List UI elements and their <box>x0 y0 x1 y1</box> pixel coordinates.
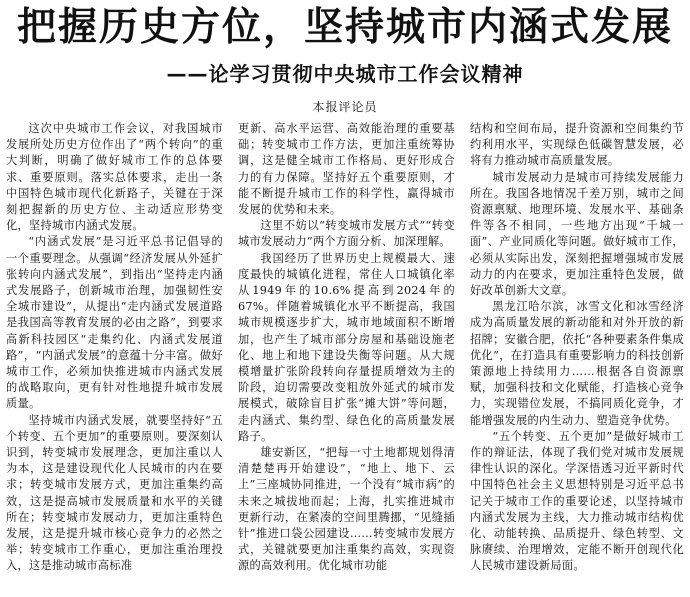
article-paragraph: 结构和空间布局，提升资源和空间集约节约利用水平，实现绿色低碳智慧发展，必将有力推动城市高质量发展。 <box>470 122 684 168</box>
article-paragraph: “内涵式发展”是习近平总书记倡导的一个重要理念。从强调“经济发展从外延扩张转向内涵式发展”，到指出“坚持走内涵式发展路子，创新城市治理，加强韧性安全城市建设”，从提出“走内涵式发展道路是我国高等教育发展的必由之路”，到要求高新科技园区“走集约化、内涵式发展道路”，“内涵式发展”的意蕴十分丰富。做好城市工作，必须加快推进城市内涵式发展的战略取向，更有针对性地提升城市发展质量。 <box>6 235 223 411</box>
article-column-2 <box>238 121 455 597</box>
article-subheadline: ——论学习贯彻中央城市工作会议精神 <box>166 62 524 86</box>
article-paragraph: 城市发展动力是城市可持续发展能力所在。我国各地情况千差万别，城市之间资源禀赋、地理环境、发展水平、基础条件等各不相同，一些地方出现“千城一面”、产业同质化等问题。做好城市工作，必须从实际出发，深刻把握增强城市发展动力的内在要求，更加注重特色发展，做好改革创新大文章。 <box>470 170 684 298</box>
article-column-1 <box>6 121 223 597</box>
article-paragraph: 黑龙江哈尔滨，冰雪文化和冰雪经济成为高质量发展的新动能和对外开放的新招牌；安徽合肥，依托“各种要素条件集成优化”，在打造具有重要影响力的科技创新策源地上持续用力……根据各自资源禀赋，加强科技和文化赋能，打造核心竞争力，实现错位发展，不搞同质化竞争，才能增强发展的内生动力、塑造竞争优势。 <box>470 300 684 427</box>
article-paragraph: 雄安新区，“把每一寸土地都规划得清清楚楚再开始建设”，“地上、地下、云上”三座城协同推进，一个没有“城市病”的未来之城拔地而起；上海，扎实推进城市更新行动，在紧凑的空间里腾挪，“见缝插针”推进口袋公园建设……转变城市发展方式，关键就要更加注重集约高效，实现资源的高效利用。优化城市功能 <box>238 446 455 573</box>
article-headline: 把握历史方位，坚持城市内涵式发展 <box>16 5 673 50</box>
article-byline: 本报评论员 <box>312 100 378 114</box>
article-paragraph: 这里不妨以“转变城市发展方式”“转变城市发展动力”两个方面分析、加深理解。 <box>238 219 455 249</box>
article-paragraph: “五个转变、五个更加”是做好城市工作的辩证法，体现了我们党对城市发展规律性认识的深化。学深悟透习近平新时代中国特色社会主义思想特别是习近平总书记关于城市工作的重要论述，以坚持城市内涵式发展为主线，大力推动城市结构优化、动能转换、品质提升、绿色转型、文脉赓续、治理增效，定能不断开创现代化人民城市建设新局面。 <box>470 429 684 573</box>
article-paragraph: 坚持城市内涵式发展，就要坚持好“五个转变、五个更加”的重要原则。要深刻认识到，转变城市发展理念，更加注重以人为本，这是建设现代化人民城市的内在要求；转变城市发展方式，更加注重集约高效，这是提高城市发展质量和水平的关键所在；转变城市发展动力，更加注重特色发展，这是提升城市核心竞争力的必然之举；转变城市工作重心，更加注重治理投入，这是推动城市高标准 <box>6 413 223 573</box>
article-paragraph: 更新、高水平运营、高效能治理的重要基础；转变城市工作方法，更加注重统筹协调，这是健全城市工作格局、更好形成合力的有力保障。坚持好五个重要原则，才能不断提升城市工作的科学性，赢得城市发展的优势和未来。 <box>238 122 455 217</box>
article-paragraph: 这次中央城市工作会议，对我国城市发展所处历史方位作出了“两个转向”的重大判断，明确了做好城市工作的总体要求、重要原则。落实总体要求，走出一条中国特色城市现代化新路子，关键在于深刻把握新的历史方位、主动适应形势变化，坚持城市内涵式发展。 <box>6 122 223 233</box>
article-paragraph: 我国经历了世界历史上规模最大、速度最快的城镇化进程，常住人口城镇化率从1949年的10.6%提高到2024年的67%。伴随着城镇化水平不断提高，我国城市规模逐步扩大，城市地域面积不断增加，也产生了城市部分房屋和基础设施老化、地上和地下建设失衡等问题。从大规模增量扩张阶段转向存量提质增效为主的阶段，迫切需要改变粗放外延式的城市发展模式，破除盲目扩张“摊大饼”等问题，走内涵式、集约型、绿色化的高质量发展路子。 <box>238 251 455 443</box>
article-column-3 <box>470 121 684 597</box>
